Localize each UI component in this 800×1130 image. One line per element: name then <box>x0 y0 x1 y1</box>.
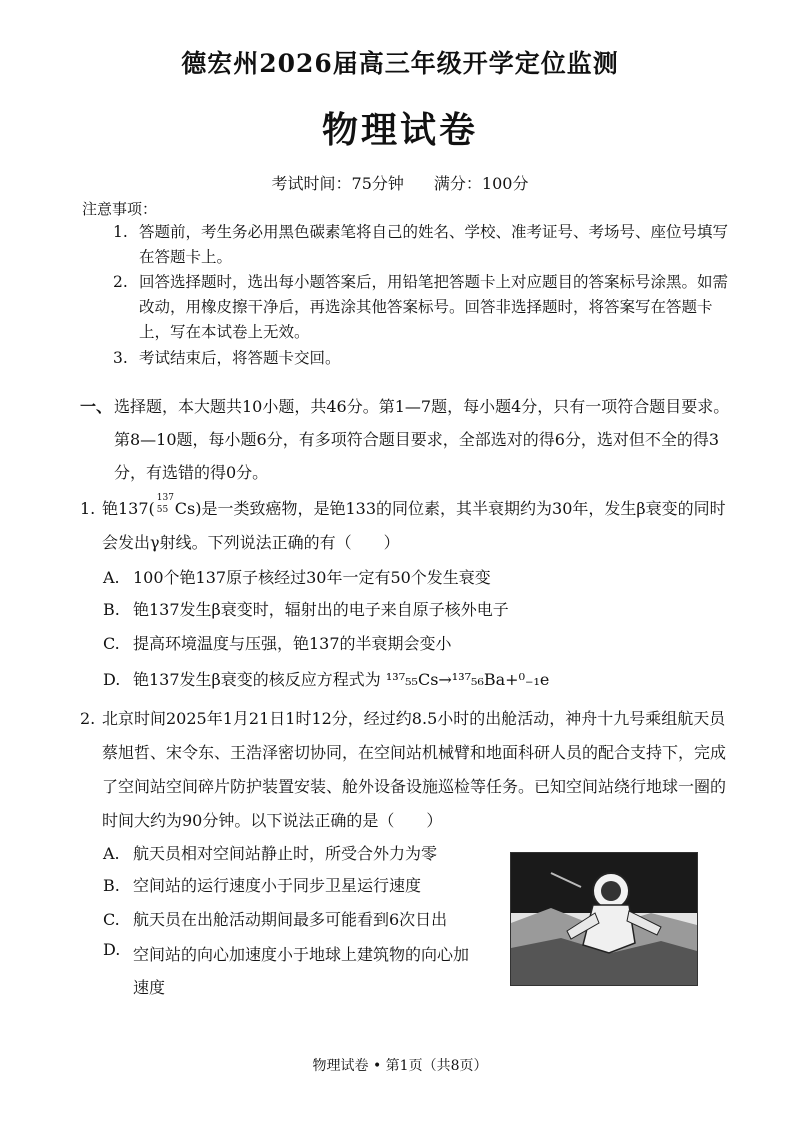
option-b <box>103 874 421 898</box>
option-label: D. <box>103 670 121 689</box>
note-number: 2. <box>113 273 128 291</box>
note-number: 3. <box>113 349 128 367</box>
option-label: A. <box>103 568 120 587</box>
option-d <box>103 938 473 1004</box>
note-text: 回答选择题时，选出每小题答案后，用铅笔把答题卡上对应题目的答案标号涂黑。如需改动，用橡皮擦干净后，再选涂其他答案标号。回答非选择题时，将答案写在答题卡上，写在本试卷上无效。 <box>139 273 729 341</box>
question-text-start: 铯137( <box>102 499 155 518</box>
note-item <box>113 220 733 270</box>
note-item <box>113 270 733 345</box>
exam-time: 考试时间：75分钟 <box>271 174 404 193</box>
option-text: 空间站的运行速度小于同步卫星运行速度 <box>133 876 422 895</box>
question-1 <box>80 492 740 560</box>
exam-info <box>0 171 800 194</box>
cesium-isotope <box>155 493 175 517</box>
question-number: 1. <box>80 499 96 518</box>
note-text: 考试结束后，将答题卡交回。 <box>139 349 341 367</box>
question-text <box>80 492 740 560</box>
isotope-atomic-number: 55 <box>156 505 169 515</box>
option-label: C. <box>103 634 120 653</box>
note-item <box>113 346 733 371</box>
option-b <box>103 598 509 622</box>
option-a <box>103 842 437 866</box>
exam-title: 德宏州2026届高三年级开学定位监测 <box>181 49 619 78</box>
option-text: 铯137发生β衰变时，辐射出的电子来自原子核外电子 <box>133 600 509 619</box>
option-text: 提高环境温度与压强，铯137的半衰期会变小 <box>133 634 452 653</box>
option-label: B. <box>103 600 120 619</box>
note-number: 1. <box>113 223 128 241</box>
notes-title: 注意事项： <box>82 200 158 218</box>
subject-title: 物理试卷 <box>321 109 478 151</box>
section-heading <box>80 390 740 489</box>
option-text: 铯137发生β衰变的核反应方程式为 ¹³⁷₅₅Cs→¹³⁷₅₆Ba+⁰₋₁e <box>133 670 550 689</box>
page-footer: 物理试卷 • 第1页（共8页） <box>312 1058 488 1074</box>
full-score: 满分：100分 <box>433 174 529 193</box>
question-text-end: )是一类致癌物，是铯133的同位素，其半衰期约为30年，发生β衰变的同时会发出γ射线。下列说法正确的有（ ） <box>102 499 726 552</box>
isotope-mass-number: 137 <box>156 493 174 503</box>
option-label: D. <box>103 940 121 959</box>
option-c <box>103 908 447 932</box>
option-text: 100个铯137原子核经过30年一定有50个发生衰变 <box>133 568 491 587</box>
option-d <box>103 668 549 692</box>
option-text: 航天员相对空间站静止时，所受合外力为零 <box>133 844 438 863</box>
question-2 <box>80 702 740 838</box>
option-a <box>103 566 491 590</box>
option-c <box>103 632 452 656</box>
isotope-symbol: Cs <box>174 499 196 518</box>
question-number: 2. <box>80 709 96 728</box>
option-label: A. <box>103 844 120 863</box>
option-text: 空间站的向心加速度小于地球上建筑物的向心加速度 <box>133 945 470 997</box>
option-label: C. <box>103 910 120 929</box>
option-label: B. <box>103 876 120 895</box>
note-text: 答题前，考生务必用黑色碳素笔将自己的姓名、学校、准考证号、考场号、座位号填写在答题卡上。 <box>139 223 729 266</box>
section-number: 一、 <box>80 397 113 416</box>
option-text: 航天员在出舱活动期间最多可能看到6次日出 <box>133 910 448 929</box>
astronaut-illustration <box>511 853 697 985</box>
section-text: 选择题，本大题共10小题，共46分。第1—7题，每小题4分，只有一项符合题目要求。第8—10题，每小题6分，有多项符合题目要求，全部选对的得6分，选对但不全的得3分，有选错的得0分。 <box>114 397 730 482</box>
astronaut-photo <box>510 852 698 986</box>
question-text: 北京时间2025年1月21日1时12分，经过约8.5小时的出舱活动，神舟十九号乘组航天员蔡旭哲、宋令东、王浩泽密切协同，在空间站机械臂和地面科研人员的配合支持下，完成了空间站空间碎片防护装置安装、舱外设备设施巡检等任务。已知空间站绕行地球一圈的时间大约为90分钟。以下说法正确的是（ ） <box>102 709 727 830</box>
